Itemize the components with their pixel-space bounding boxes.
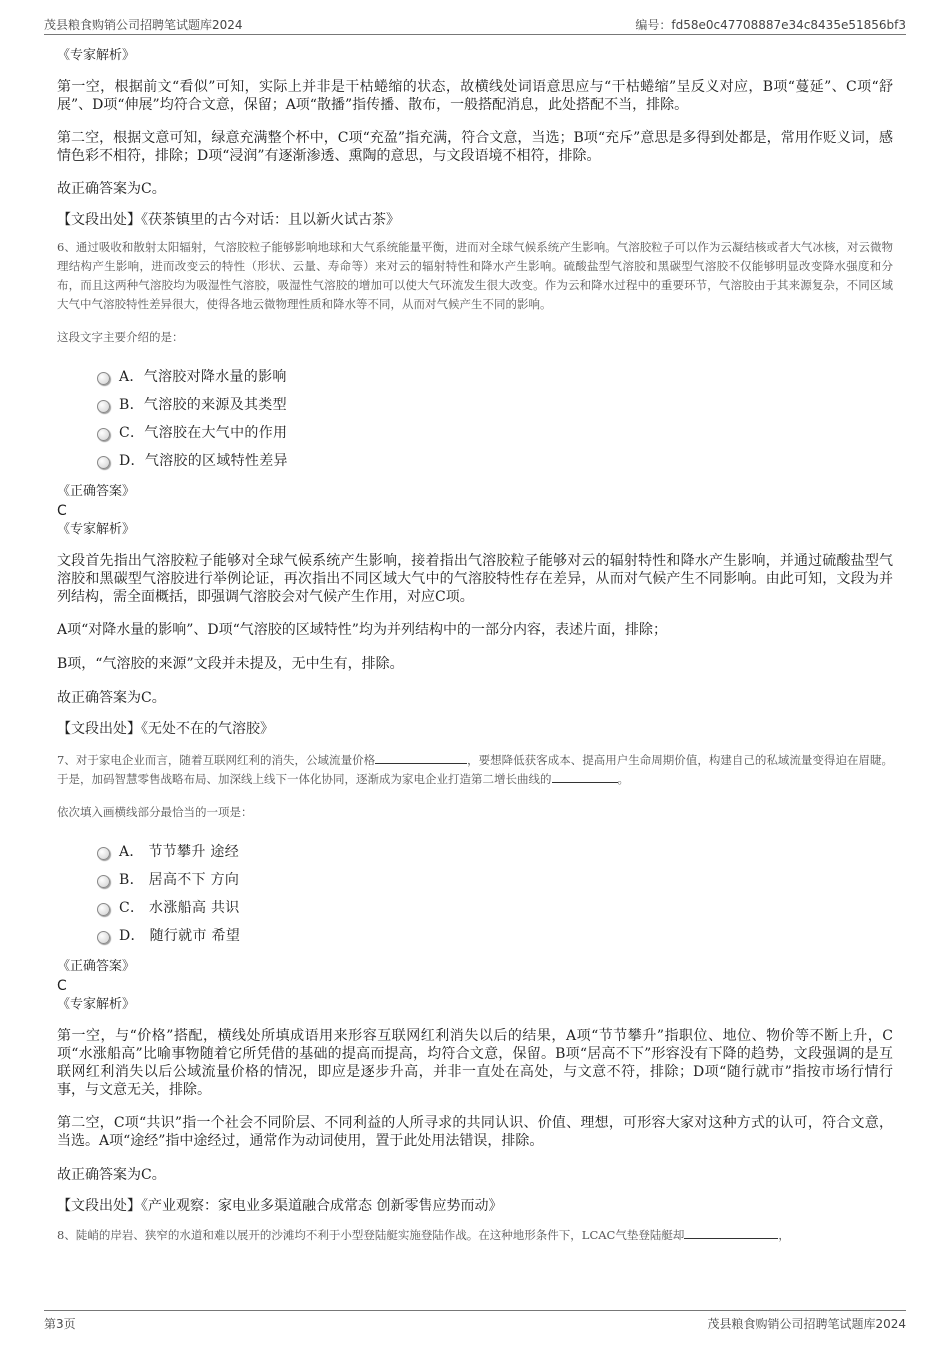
radio-icon[interactable] xyxy=(97,400,110,413)
analysis-paragraph: A项“对降水量的影响”、D项“气溶胶的区域特性”均为并列结构中的一部分内容，表述片面，排除； xyxy=(57,622,667,638)
option-b[interactable]: B．气溶胶的来源及其类型 xyxy=(97,390,893,418)
question-7-prompt: 依次填入画横线部分最恰当的一项是： xyxy=(57,805,253,819)
analysis-paragraph: 第二空，C项“共识”指一个社会不同阶层、不同利益的人所寻求的共同认识、价值、理想，可形容大家对这种方式的认可，符合文意，当选。A项“途经”指中途经过，通常作为动词使用，置于此处用法错误，排除。 xyxy=(57,1115,893,1149)
expert-label: 《专家解析》 xyxy=(57,48,136,63)
option-c[interactable]: C． 水涨船高 共识 xyxy=(97,893,893,921)
analysis-paragraph: 第一空，根据前文“看似”可知，实际上并非是干枯蜷缩的状态，故横线处词语意思应与“干枯蜷缩”呈反义对应，B项“蔓延”、C项“舒展”、D项“伸展”均符合文意，保留；A项“散播”指传播、散布，一般搭配消息，此处搭配不当，排除。 xyxy=(57,79,893,113)
question-6-text: 6、通过吸收和散射太阳辐射，气溶胶粒子能够影响地球和大气系统能量平衡，进而对全球气候系统产生影响。气溶胶粒子可以作为云凝结核或者大气冰核，对云微物理结构产生影响，进而改变云的特性（形状、云量、寿命等）来对云的辐射特性和降水产生影响。硫酸盐型气溶胶和黑碳型气溶胶不仅能够明显改变降水强度和分布，而且这两种气溶胶均为吸湿性气溶胶，吸湿性气溶胶的增加可以使大气环流发生很大改变。作为云和降水过程中的重要环节，气溶胶由于其来源复杂，不同区域大气中气溶胶特性差异很大，使得各地云微物理性质和降水等不同，从而对气候产生不同的影响。 xyxy=(57,240,893,311)
analysis-conclusion: 故正确答案为C。 xyxy=(57,1167,166,1183)
fill-blank xyxy=(375,751,467,764)
radio-icon[interactable] xyxy=(97,428,110,441)
fill-blank xyxy=(552,770,618,783)
radio-icon[interactable] xyxy=(97,903,110,916)
analysis-paragraph: B项，“气溶胶的来源”文段并未提及，无中生有，排除。 xyxy=(57,656,404,672)
correct-answer-value: C xyxy=(57,978,67,994)
source-citation: 【文段出处】《茯茶镇里的古今对话：且以新火试古茶》 xyxy=(57,212,400,228)
option-d[interactable]: D．气溶胶的区域特性差异 xyxy=(97,446,893,474)
analysis-paragraph: 第二空，根据文意可知，绿意充满整个杯中，C项“充盈”指充满，符合文意，当选；B项“充斥”意思是多得到处都是，常用作贬义词，感情色彩不相符，排除；D项“浸润”有逐渐渗透、熏陶的意思，与文段语境不相符，排除。 xyxy=(57,130,893,164)
radio-icon[interactable] xyxy=(97,847,110,860)
correct-answer-value: C xyxy=(57,503,67,519)
option-b[interactable]: B． 居高不下 方向 xyxy=(97,865,893,893)
option-a[interactable]: A．气溶胶对降水量的影响 xyxy=(97,362,893,390)
analysis-paragraph: 第一空，与“价格”搭配，横线处所填成语用来形容互联网红利消失以后的结果，A项“节节攀升”指职位、地位、物价等不断上升，C项“水涨船高”比喻事物随着它所凭借的基础的提高而提高，均符合文意，保留。B项“居高不下”形容没有下降的趋势，文段强调的是互联网红利消失以后公域流量价格的情况，即应是逐步升高，并非一直处在高处，与文意不符，排除；D项“随行就市”指按市场行情行事，与文意无关，排除。 xyxy=(57,1028,893,1098)
page-header xyxy=(44,14,906,35)
expert-label: 《专家解析》 xyxy=(57,522,136,537)
header-doc-id: 编号：fd58e0c47708887e34c8435e51856bf3 xyxy=(635,18,906,32)
analysis-conclusion: 故正确答案为C。 xyxy=(57,690,166,706)
analysis-conclusion: 故正确答案为C。 xyxy=(57,181,166,197)
header-title: 茂县粮食购销公司招聘笔试题库2024 xyxy=(44,18,243,32)
correct-answer-label: 《正确答案》 xyxy=(57,484,136,499)
question-8-text: 8、陡峭的岸岩、狭窄的水道和难以展开的沙滩均不利于小型登陆艇实施登陆作战。在这种地形条件下，LCAC气垫登陆艇却 ， xyxy=(57,1228,790,1242)
radio-icon[interactable] xyxy=(97,456,110,469)
expert-label: 《专家解析》 xyxy=(57,997,136,1012)
footer-title: 茂县粮食购销公司招聘笔试题库2024 xyxy=(707,1317,906,1331)
page-footer xyxy=(44,1310,906,1333)
radio-icon[interactable] xyxy=(97,931,110,944)
option-c[interactable]: C．气溶胶在大气中的作用 xyxy=(97,418,893,446)
radio-icon[interactable] xyxy=(97,372,110,385)
analysis-paragraph: 文段首先指出气溶胶粒子能够对全球气候系统产生影响，接着指出气溶胶粒子能够对云的辐射特性和降水产生影响，并通过硫酸盐型气溶胶和黑碳型气溶胶进行举例论证，再次指出不同区域大气中的气溶胶特性存在差异，从而对气候产生不同影响。由此可知，文段为并列结构，需全面概括，即强调气溶胶会对气候产生作用，对应C项。 xyxy=(57,553,893,605)
question-6-prompt: 这段文字主要介绍的是： xyxy=(57,330,184,344)
source-citation: 【文段出处】《无处不在的气溶胶》 xyxy=(57,721,274,737)
option-d[interactable]: D． 随行就市 希望 xyxy=(97,921,893,949)
question-6-options xyxy=(57,362,893,474)
option-a[interactable]: A． 节节攀升 途经 xyxy=(97,837,893,865)
question-7-text: 7、对于家电企业而言，随着互联网红利的消失，公域流量价格 ，要想降低获客成本、提高用户生命周期价值，构建自己的私域流量变得迫在眉睫。于是，加码智慧零售战略布局、加深线上线下一体化协同，逐渐成为家电企业打造第二增长曲线的 。 xyxy=(57,753,893,786)
question-7-options xyxy=(57,837,893,949)
fill-blank xyxy=(684,1226,778,1239)
radio-icon[interactable] xyxy=(97,875,110,888)
page-number: 第3页 xyxy=(44,1317,76,1331)
source-citation: 【文段出处】《产业观察：家电业多渠道融合成常态 创新零售应势而动》 xyxy=(57,1198,503,1214)
page-content xyxy=(57,46,893,1245)
correct-answer-label: 《正确答案》 xyxy=(57,959,136,974)
